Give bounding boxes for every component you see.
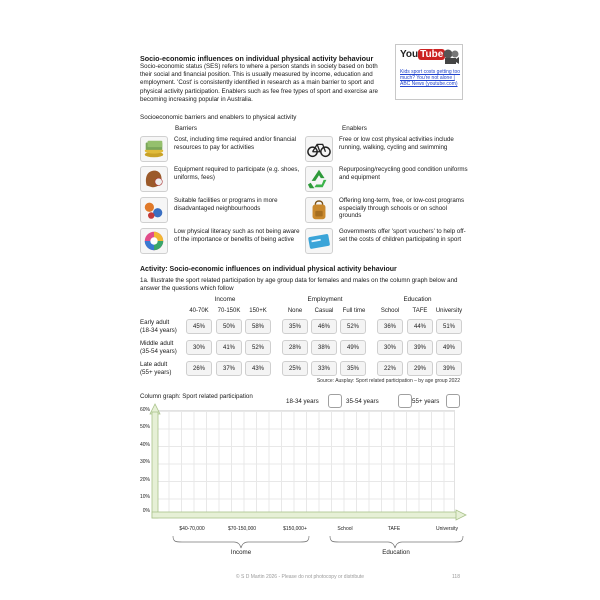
activity-instruction: 1a. Illustrate the sport related participation by age group data for females and males on the column graph below and answer the questions which follow <box>140 277 458 292</box>
page-number: 118 <box>452 574 460 580</box>
section-heading: Socioeconomic barriers and enablers to physical activity <box>140 114 297 121</box>
table-cell: 38% <box>311 340 337 355</box>
video-link[interactable]: Kids sport costs getting too much? You're not alone | ABC News (youtube.com) <box>400 69 461 88</box>
table-cell: 49% <box>340 340 366 355</box>
x-tick-label: TAFE <box>387 526 401 532</box>
column-label: Casual <box>314 308 334 314</box>
table-cell: 46% <box>311 319 337 334</box>
table-cell: 25% <box>282 361 308 376</box>
x-group-brackets <box>170 535 470 551</box>
barriers-heading: Barriers <box>175 125 198 132</box>
colour-wheel-icon <box>140 228 168 254</box>
table-cell: 37% <box>216 361 242 376</box>
column-label: 150+K <box>249 308 267 314</box>
table-cell: 39% <box>436 361 462 376</box>
school-bag-icon <box>305 197 333 223</box>
page-title: Socio-economic influences on individual physical activity behaviour <box>140 54 374 63</box>
group-heading-education: Education <box>403 296 432 303</box>
x-tick-label: $40-70,000 <box>179 526 205 532</box>
table-cell: 30% <box>186 340 212 355</box>
y-tick-label: 30% <box>139 459 150 465</box>
column-label: 70-150K <box>217 308 241 314</box>
enablers-heading: Enablers <box>342 125 367 132</box>
graph-axes <box>140 400 470 530</box>
table-cell: 50% <box>216 319 242 334</box>
table-cell: 52% <box>245 340 271 355</box>
group-heading-income: Income <box>214 296 236 303</box>
table-cell: 26% <box>186 361 212 376</box>
x-tick-label: School <box>337 526 353 532</box>
x-group-label-education: Education <box>382 549 410 556</box>
y-tick-label: 10% <box>139 494 150 500</box>
column-label: TAFE <box>412 308 428 314</box>
barrier-item: Suitable facilities or programs in more disadvantaged neighbourhoods <box>140 197 300 225</box>
column-label: School <box>380 308 400 314</box>
barrier-item: Equipment required to participate (e.g. shoes, uniforms, fees) <box>140 166 300 194</box>
footer-copyright: © S D Martin 2026 - Please do not photocopy or distribute <box>235 574 365 580</box>
money-stack-icon <box>140 136 168 162</box>
x-group-label-income: Income <box>230 549 252 556</box>
bicycle-icon <box>305 136 333 162</box>
intro-paragraph: Socio-economic status (SES) refers to where a person stands in society based on both their social and financial position. This is usually measured by income, education and employment. 'Cost' is consistently identified in research as a main barrier to sport and physical activity participation. Enablers such as fee free types of sport and exercise are becoming increasing popular in Australia. <box>140 63 378 103</box>
group-heading-employment: Employment <box>307 296 343 303</box>
legend-label: 35-54 years <box>346 398 379 405</box>
table-cell: 49% <box>436 340 462 355</box>
x-tick-label: $150,000+ <box>283 526 307 532</box>
activity-title: Activity: Socio-economic influences on individual physical activity behaviour <box>140 266 397 273</box>
table-cell: 43% <box>245 361 271 376</box>
table-cell: 35% <box>340 361 366 376</box>
x-tick-label: University <box>436 526 458 532</box>
table-cell: 22% <box>377 361 403 376</box>
graph-title: Column graph: Sport related participation <box>140 393 253 400</box>
youtube-video-card[interactable] <box>395 44 463 100</box>
sports-balls-icon <box>140 197 168 223</box>
table-cell: 44% <box>407 319 433 334</box>
recycle-icon <box>305 166 333 192</box>
legend-label: 18-34 years <box>286 398 319 405</box>
x-tick-label: $70-150,000 <box>227 526 257 532</box>
table-source: Source: Ausplay: Sport related participation – by age group 2022 <box>316 378 460 384</box>
table-cell: 39% <box>407 340 433 355</box>
column-label: Full time <box>342 308 366 314</box>
table-cell: 51% <box>436 319 462 334</box>
table-cell: 45% <box>186 319 212 334</box>
row-label: Middle adult (35-54 years) <box>140 340 177 355</box>
barrier-item: Cost, including time required and/or financial resources to pay for activities <box>140 136 300 164</box>
table-cell: 41% <box>216 340 242 355</box>
y-tick-label: 60% <box>139 407 150 413</box>
table-cell: 35% <box>282 319 308 334</box>
youtube-logo: You Tube <box>400 49 444 60</box>
column-label: University <box>435 308 463 314</box>
baseball-glove-icon <box>140 166 168 192</box>
film-reel-icon <box>442 48 460 66</box>
table-cell: 36% <box>377 319 403 334</box>
table-cell: 29% <box>407 361 433 376</box>
table-cell: 28% <box>282 340 308 355</box>
row-label: Late adult (55+ years) <box>140 361 172 376</box>
column-label: 40-70K <box>189 308 209 314</box>
enabler-item: Repurposing/recycling good condition uniforms and equipment <box>305 166 465 194</box>
voucher-card-icon <box>305 228 333 254</box>
legend-label: 55+ years <box>412 398 440 405</box>
y-tick-label: 0% <box>142 508 150 514</box>
y-tick-label: 20% <box>139 477 150 483</box>
row-label: Early adult (18-34 years) <box>140 319 177 334</box>
table-cell: 30% <box>377 340 403 355</box>
table-cell: 58% <box>245 319 271 334</box>
y-tick-label: 40% <box>139 442 150 448</box>
barrier-item: Low physical literacy such as not being aware of the importance or benefits of being active <box>140 228 300 256</box>
column-label: None <box>287 308 303 314</box>
table-cell: 33% <box>311 361 337 376</box>
enabler-item: Free or low cost physical activities include running, walking, cycling and swimming <box>305 136 465 164</box>
enabler-item: Governments offer 'sport vouchers' to help off-set the costs of children participating in sport <box>305 228 465 256</box>
enabler-item: Offering long-term, free, or low-cost programs especially through schools or on school grounds <box>305 197 465 225</box>
y-tick-label: 50% <box>139 424 150 430</box>
table-cell: 52% <box>340 319 366 334</box>
